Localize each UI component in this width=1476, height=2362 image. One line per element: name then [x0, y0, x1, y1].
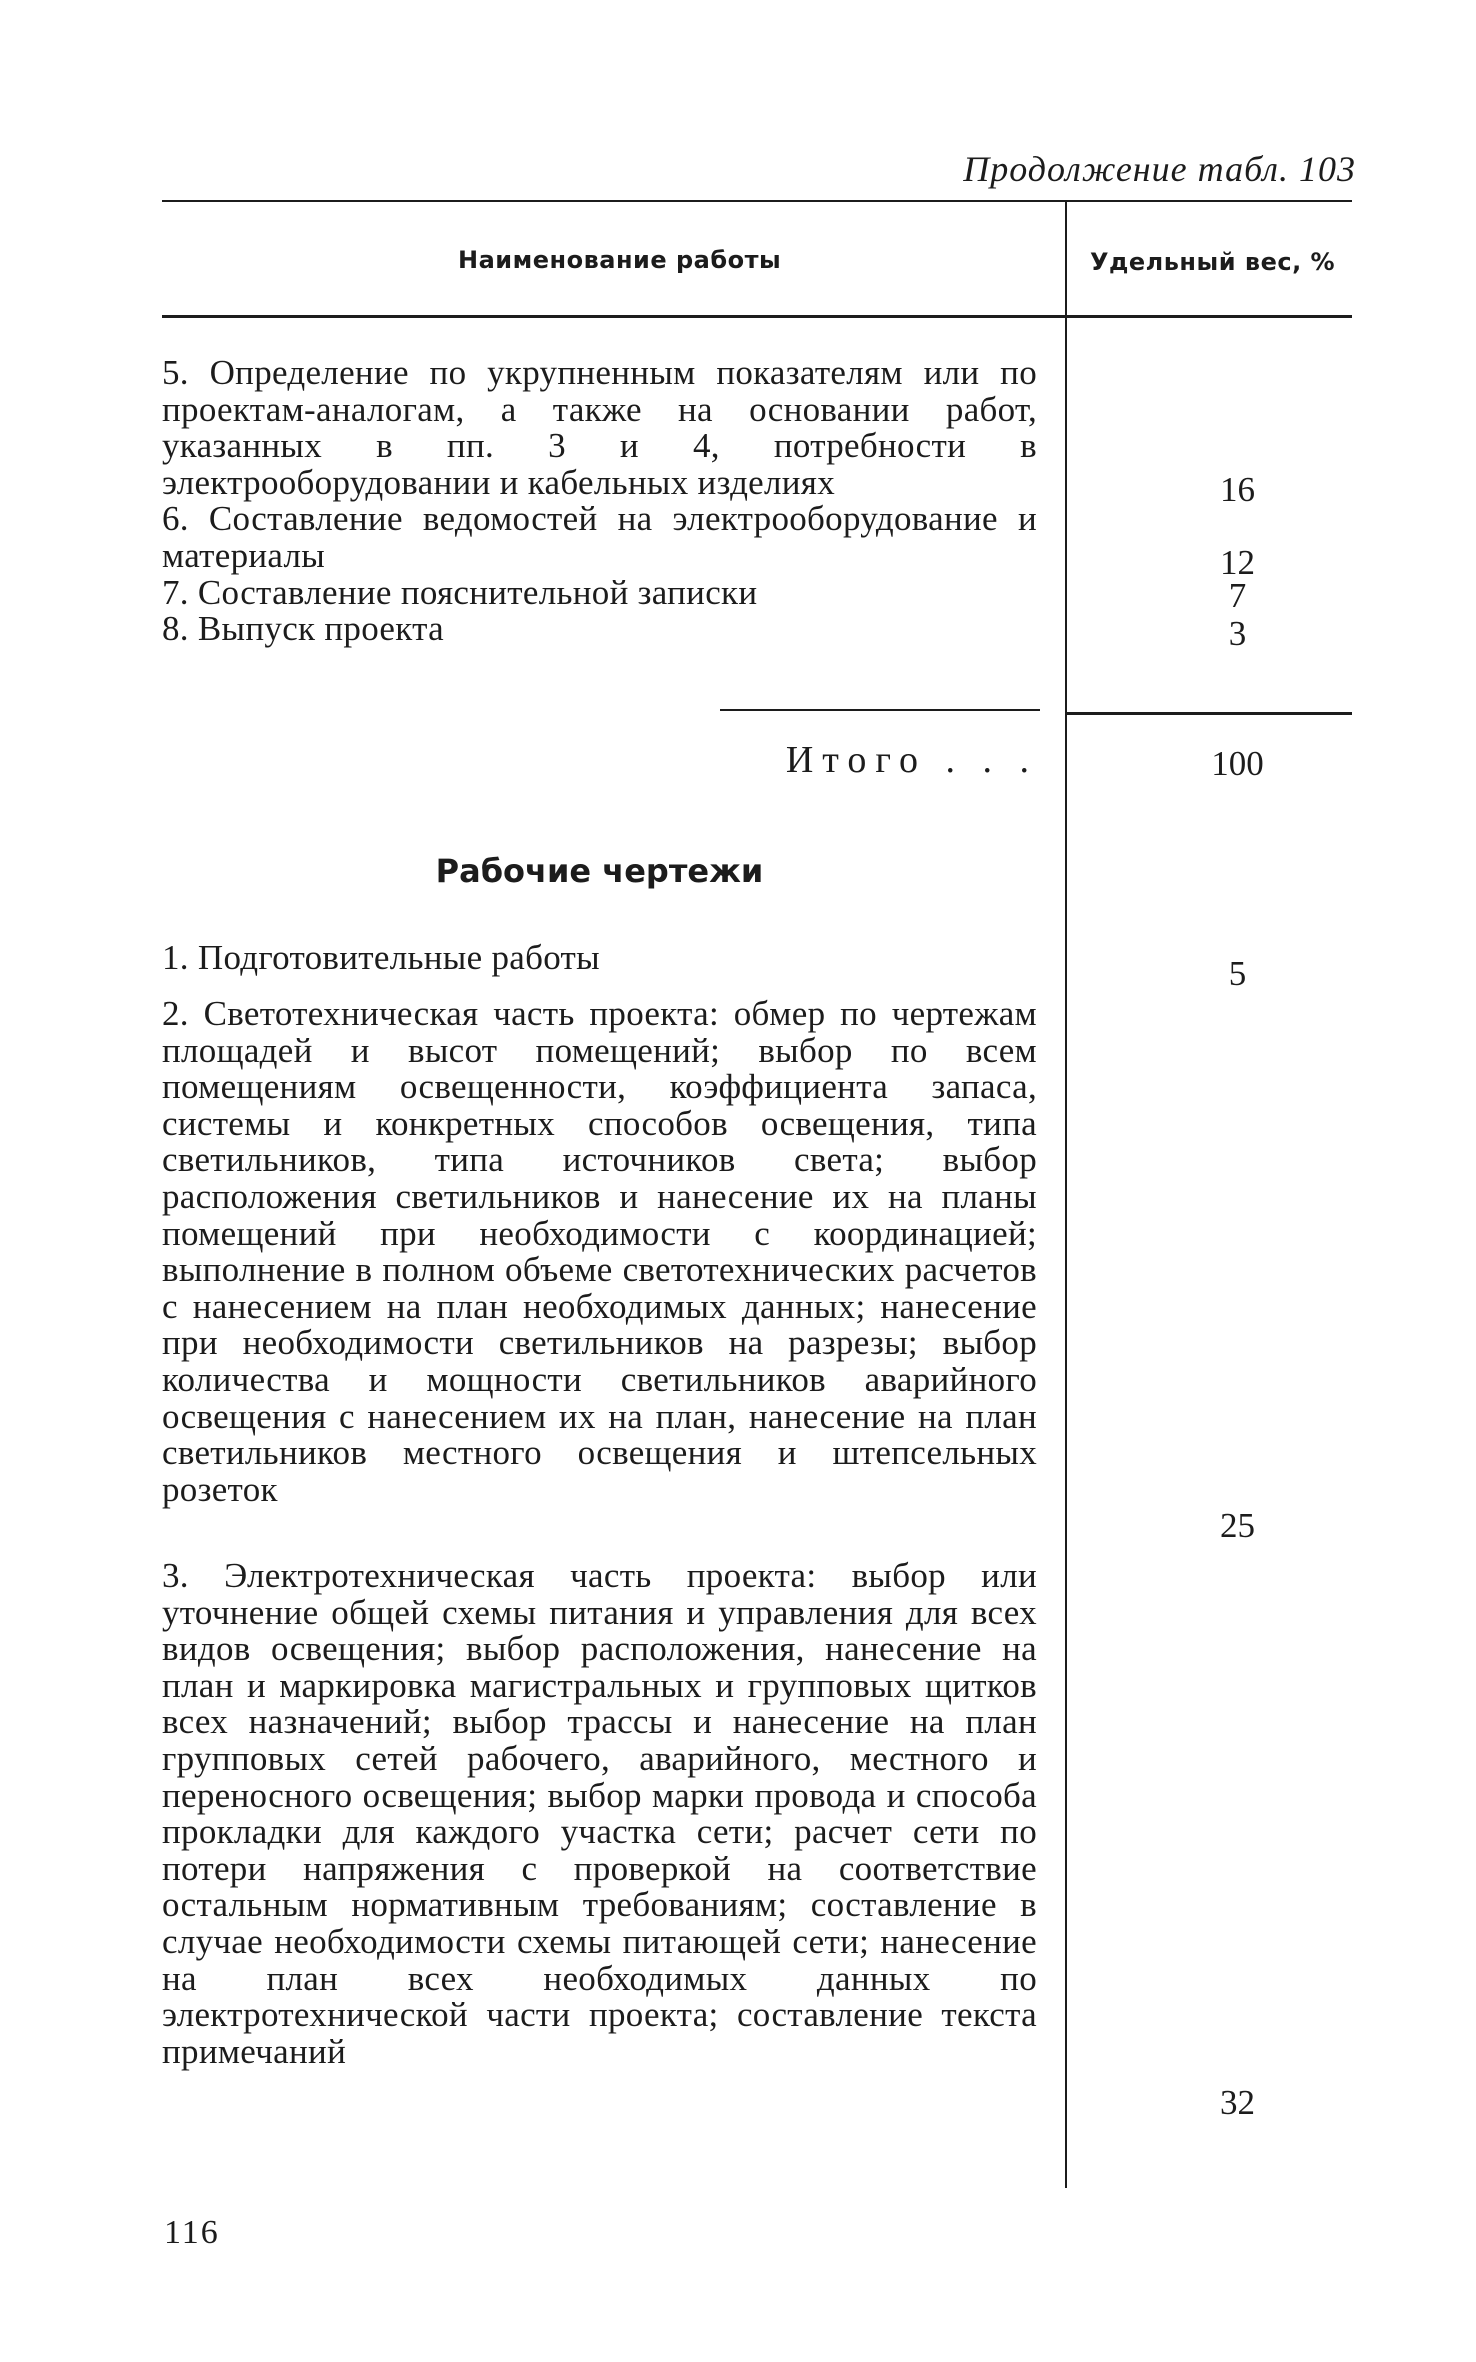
row-item-6: 6. Составление ведомостей на электрооборудование и материалы	[162, 499, 1037, 575]
total-rule-right	[1065, 712, 1352, 715]
row-value-7: 7	[1228, 576, 1247, 615]
total-value: 100	[1211, 744, 1264, 783]
column-header-name: Наименование работы	[458, 246, 782, 274]
row-item-5: 5. Определение по укрупненным показателям или по проектам-аналогам, а также на основании работ, указанных в пп. 3 и 4, потребности в электрооборудовании и кабельных изделиях	[162, 353, 1037, 502]
row-value-8: 3	[1228, 614, 1247, 653]
total-rule-left	[720, 709, 1040, 711]
table-continuation-caption: Продолжение табл. 103	[963, 149, 1356, 189]
row-item-7: 7. Составление пояснительной записки	[162, 573, 758, 612]
row-work-2: 2. Светотехническая часть проекта: обмер по чертежам площадей и высот помещений; выбор по всем помещениям освещенности, коэффициента запаса, системы и конкретных способов освещения, типа светильников, типа источников света; выбор расположения светильников и нанесение их на планы помещений при необходимости с координацией; выполнение в полном объеме светотехнических расчетов с нанесением на план необходимых данных; нанесение при необходимости светильников на разрезы; выбор количества и мощности светильников аварийного освещения с нанесением их на план, нанесение на план светильников местного освещения и штепсельных розеток	[162, 994, 1037, 1509]
row-item-8: 8. Выпуск проекта	[162, 609, 444, 648]
row-value-6: 12	[1220, 543, 1255, 582]
page-number: 116	[164, 2214, 220, 2251]
row-work-value-2: 25	[1220, 1506, 1255, 1545]
header-top-rule	[162, 200, 1352, 202]
header-bottom-rule	[162, 315, 1352, 318]
row-work-value-1: 5	[1228, 954, 1247, 993]
total-label: Итого . . .	[785, 739, 1038, 781]
row-work-value-3: 32	[1220, 2083, 1255, 2122]
column-header-weight: Удельный вес, %	[1090, 248, 1336, 276]
section-title: Рабочие чертежи	[435, 852, 764, 890]
row-value-5: 16	[1220, 470, 1255, 509]
row-work-1: 1. Подготовительные работы	[162, 938, 600, 977]
row-work-3: 3. Электротехническая часть проекта: выбор или уточнение общей схемы питания и управления для всех видов освещения; выбор расположения, нанесение на план и маркировка магистральных и групповых щитков всех назначений; выбор трассы и нанесение на план групповых сетей рабочего, аварийного, местного и переносного освещения; выбор марки провода и способа прокладки для каждого участка сети; расчет сети по потери напряжения с проверкой на соответствие остальным нормативным требованиям; составление в случае необходимости схемы питающей сети; нанесение на план всех необходимых данных по электротехнической части проекта; составление текста примечаний	[162, 1556, 1037, 2071]
